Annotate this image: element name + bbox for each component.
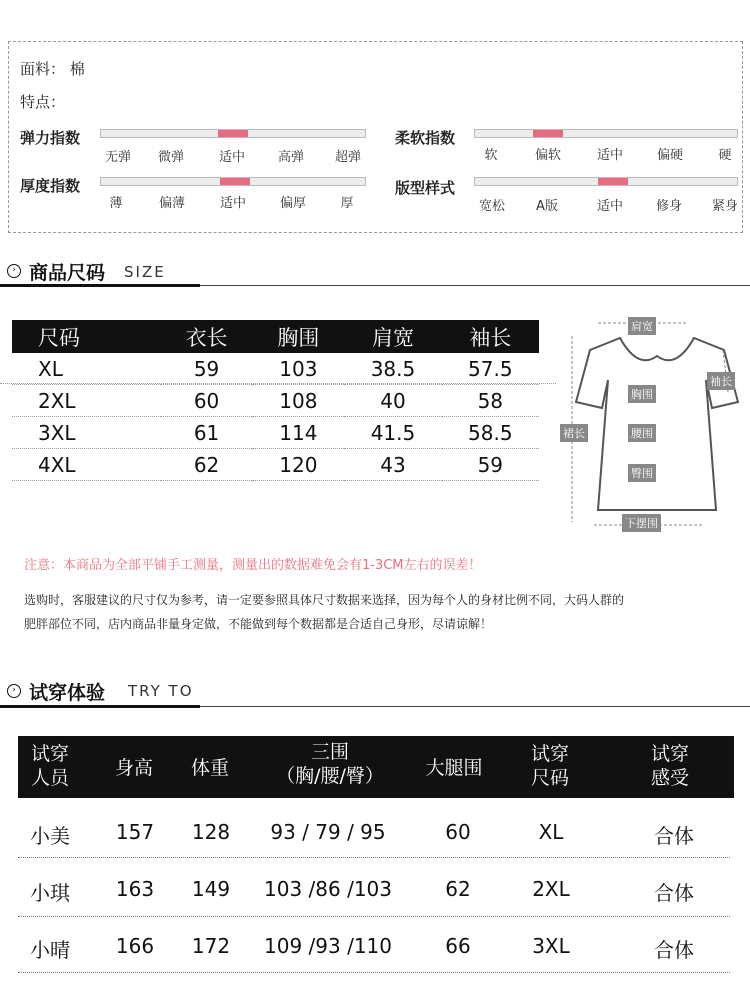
size-cell: 62: [161, 449, 253, 481]
try-section-title: 试穿体验: [29, 682, 106, 704]
thickness-tick: 厚: [340, 196, 354, 211]
section-underline-thick: [0, 284, 200, 287]
shoulder-label: 肩宽: [628, 317, 656, 335]
waist-label: 腰围: [628, 424, 656, 442]
try-cell: 166: [115, 934, 155, 958]
length-label: 裙长: [560, 424, 588, 442]
try-cell: 62: [445, 877, 471, 901]
table-row: [12, 353, 539, 385]
section-underline-thin: [200, 285, 750, 286]
try-cell: 合体: [654, 824, 694, 848]
table-row: [12, 385, 539, 417]
try-table-header: [18, 736, 734, 798]
try-cell: 172: [191, 934, 231, 958]
size-cell: 38.5: [344, 353, 441, 385]
size-cell: 103: [252, 353, 344, 385]
elasticity-tick: 超弹: [334, 150, 362, 165]
size-advice-line: 肥胖部位不同，店内商品非量身定做，不能做到每个数据都是合适自己身形，尽请谅解！: [24, 617, 493, 631]
features-label: 特点：: [20, 93, 66, 111]
measurement-notice: 注意：本商品为全部平铺手工测量，测量出的数据难免会有1-3CM左右的误差！: [24, 558, 482, 573]
softness-tick: 适中: [596, 148, 624, 163]
try-cell: 157: [115, 820, 155, 844]
size-cell: 108: [252, 385, 344, 417]
size-table: [12, 320, 539, 481]
size-section-subtitle: SIZE: [124, 263, 166, 281]
table-row: [12, 449, 539, 481]
try-header-line: 试穿: [650, 743, 689, 765]
hip-label: 臀围: [628, 464, 656, 482]
softness-tick: 软: [484, 148, 498, 163]
try-cell: 103 /86 /103: [264, 877, 392, 901]
thickness-tick: 薄: [109, 196, 123, 211]
size-header-cell: 尺码: [12, 320, 161, 353]
try-header-line: 体重: [190, 757, 229, 779]
fit-style-marker: [598, 178, 628, 185]
fabric-row: [20, 58, 85, 79]
size-cell: 3XL: [12, 417, 161, 449]
elasticity-tick: 无弹: [104, 150, 132, 165]
size-cell: 61: [161, 417, 253, 449]
size-header-cell: 肩宽: [344, 320, 441, 353]
dress-collar: [620, 338, 694, 360]
try-cell: 合体: [654, 938, 694, 962]
try-header-line: 大腿围: [425, 757, 483, 779]
try-cell: 小晴: [30, 938, 70, 962]
try-header-line: 试穿: [530, 743, 569, 765]
try-cell: 163: [115, 877, 155, 901]
try-cell: 66: [445, 934, 471, 958]
elasticity-bar: [100, 129, 366, 138]
thickness-tick: 偏薄: [158, 196, 186, 211]
size-advice-line: 选购时，客服建议的尺寸仅为参考，请一定要参照具体尺寸数据来选择，因为每个人的身材比例不同，大码人群的: [24, 593, 625, 607]
size-cell: 60: [161, 385, 253, 417]
thickness-bar: [100, 177, 366, 186]
size-cell: 58: [442, 385, 539, 417]
try-header-cell: [518, 742, 582, 790]
size-table-header: [12, 320, 539, 353]
fit-style-tick: 适中: [596, 199, 624, 214]
size-cell: 58.5: [442, 417, 539, 449]
size-cell: 114: [252, 417, 344, 449]
try-cell: 小美: [30, 824, 70, 848]
try-cell: 109 /93 /110: [264, 934, 392, 958]
softness-bar: [474, 129, 738, 138]
try-header-line: 三围: [310, 741, 349, 763]
fit-style-title: 版型样式: [395, 179, 456, 197]
try-cell: 93 / 79 / 95: [270, 820, 386, 844]
size-section-title: 商品尺码: [29, 262, 106, 284]
softness-marker: [533, 130, 563, 137]
try-header-line: 人员: [30, 767, 69, 789]
table-row: [12, 417, 539, 449]
elasticity-tick: 微弹: [157, 150, 185, 165]
size-cell: 4XL: [12, 449, 161, 481]
softness-tick: 硬: [718, 148, 732, 163]
fabric-value: 棉: [69, 60, 85, 78]
try-cell: 小琪: [30, 881, 70, 905]
size-cell: 40: [344, 385, 441, 417]
hem-label: 下摆围: [622, 514, 661, 532]
softness-title: 柔软指数: [395, 129, 456, 147]
size-cell: 57.5: [442, 353, 539, 385]
try-header-cell: [260, 740, 400, 788]
try-cell: 149: [191, 877, 231, 901]
softness-tick: 偏软: [534, 148, 562, 163]
circle-arrow-icon: ›: [7, 264, 21, 278]
try-header-line: 感受: [650, 767, 689, 789]
thickness-marker: [220, 178, 250, 185]
try-section-subtitle: TRY TO: [128, 682, 194, 700]
chest-label: 胸围: [628, 385, 656, 403]
softness-tick: 偏硬: [656, 148, 684, 163]
sleeve-label: 袖长: [707, 372, 735, 390]
row-divider: [18, 916, 730, 917]
fit-style-tick: A版: [536, 199, 558, 214]
elasticity-tick: 高弹: [277, 150, 305, 165]
try-header-line: 尺码: [530, 767, 569, 789]
try-cell: 2XL: [532, 877, 570, 901]
try-cell: 128: [191, 820, 231, 844]
size-cell: 2XL: [12, 385, 161, 417]
size-cell: 43: [344, 449, 441, 481]
thickness-title: 厚度指数: [20, 177, 81, 195]
circle-arrow-icon: ›: [7, 684, 21, 698]
size-cell: XL: [12, 353, 161, 385]
try-cell: XL: [538, 820, 564, 844]
size-header-cell: 袖长: [442, 320, 539, 353]
fit-style-tick: 修身: [655, 199, 683, 214]
try-header-cell: [638, 742, 702, 790]
elasticity-marker: [218, 130, 248, 137]
try-header-line: 试穿: [30, 743, 69, 765]
fabric-label: 面料：: [20, 60, 66, 78]
thickness-tick: 偏厚: [279, 196, 307, 211]
section-underline-thin: [200, 706, 750, 707]
row-divider: [18, 857, 730, 858]
fit-style-tick: 宽松: [478, 199, 506, 214]
try-header-cell: [22, 742, 78, 790]
elasticity-tick: 适中: [218, 150, 246, 165]
elasticity-title: 弹力指数: [20, 129, 81, 147]
try-cell: 合体: [654, 881, 694, 905]
try-cell: 60: [445, 820, 471, 844]
dress-diagram: [558, 310, 743, 535]
row-divider: [0, 383, 556, 384]
size-cell: 41.5: [344, 417, 441, 449]
try-header-cell: [416, 756, 492, 780]
dress-outline: [576, 338, 738, 510]
size-cell: 59: [442, 449, 539, 481]
fit-style-tick: 紧身: [711, 199, 739, 214]
try-header-line: （胸/腰/臀）: [276, 765, 384, 787]
try-cell: 3XL: [532, 934, 570, 958]
size-cell: 59: [161, 353, 253, 385]
size-cell: 120: [252, 449, 344, 481]
size-header-cell: 衣长: [161, 320, 253, 353]
thickness-tick: 适中: [219, 196, 247, 211]
section-underline-thick: [0, 705, 200, 708]
row-divider: [18, 972, 730, 973]
size-header-cell: 胸围: [252, 320, 344, 353]
try-header-cell: [180, 756, 240, 780]
fit-style-bar: [474, 177, 738, 186]
try-header-cell: [104, 756, 164, 780]
try-header-line: 身高: [114, 757, 153, 779]
